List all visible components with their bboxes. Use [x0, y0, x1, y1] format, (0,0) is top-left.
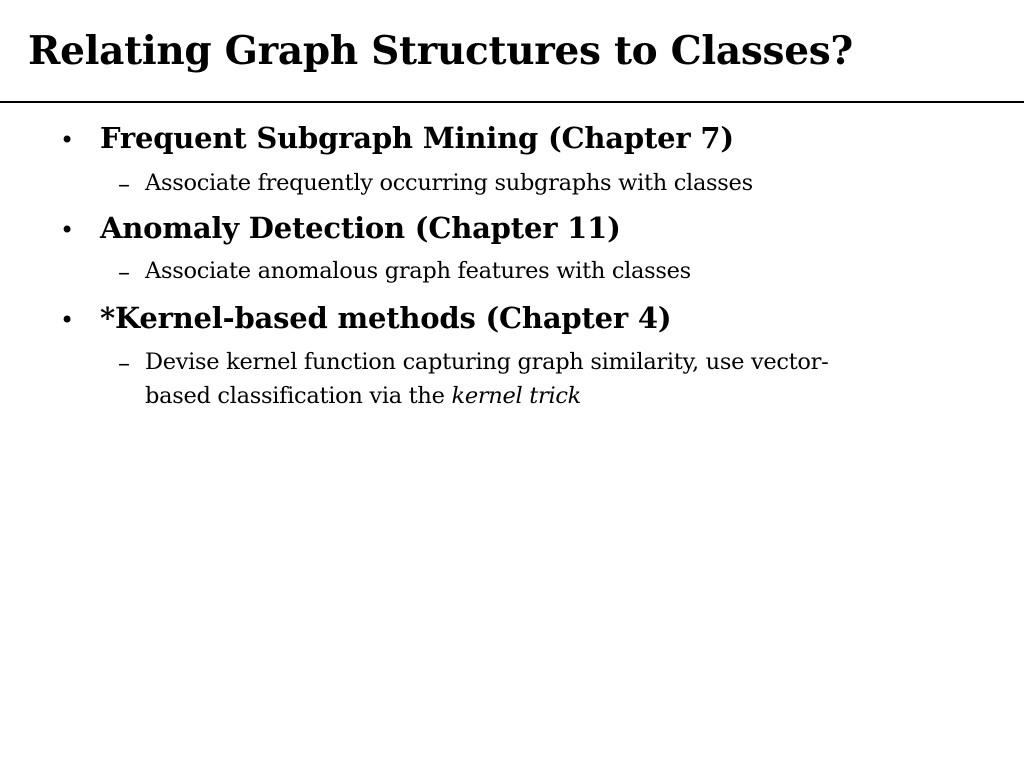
- bullet-label: Frequent Subgraph Mining (Chapter 7): [100, 121, 734, 155]
- sub-bullet-dash: –: [118, 258, 130, 286]
- sub-bullet-dash: –: [118, 170, 130, 198]
- sub-bullet-line-prefix: based classification via the: [145, 383, 452, 409]
- emphasized-term: kernel trick: [451, 383, 581, 409]
- bullet-marker: •: [60, 126, 75, 154]
- bullet-marker: •: [60, 306, 75, 334]
- sub-bullet-line: Associate frequently occurring subgraphs with classes: [145, 170, 753, 196]
- sub-bullet-line: Devise kernel function capturing graph similarity, use vector-: [145, 349, 829, 375]
- sub-bullet-text: [145, 254, 945, 288]
- bullet-marker: •: [60, 216, 75, 244]
- bullet-label: Anomaly Detection (Chapter 11): [100, 211, 621, 245]
- bullet-label: *Kernel-based methods (Chapter 4): [100, 301, 672, 335]
- title-divider: [0, 101, 1024, 103]
- sub-bullet-text: [145, 166, 945, 200]
- sub-bullet-text: [145, 345, 945, 413]
- sub-bullet-line: Associate anomalous graph features with classes: [145, 258, 691, 284]
- sub-bullet-dash: –: [118, 349, 130, 377]
- sub-bullet-line-continued: [145, 379, 945, 413]
- slide-title: Relating Graph Structures to Classes?: [28, 28, 853, 74]
